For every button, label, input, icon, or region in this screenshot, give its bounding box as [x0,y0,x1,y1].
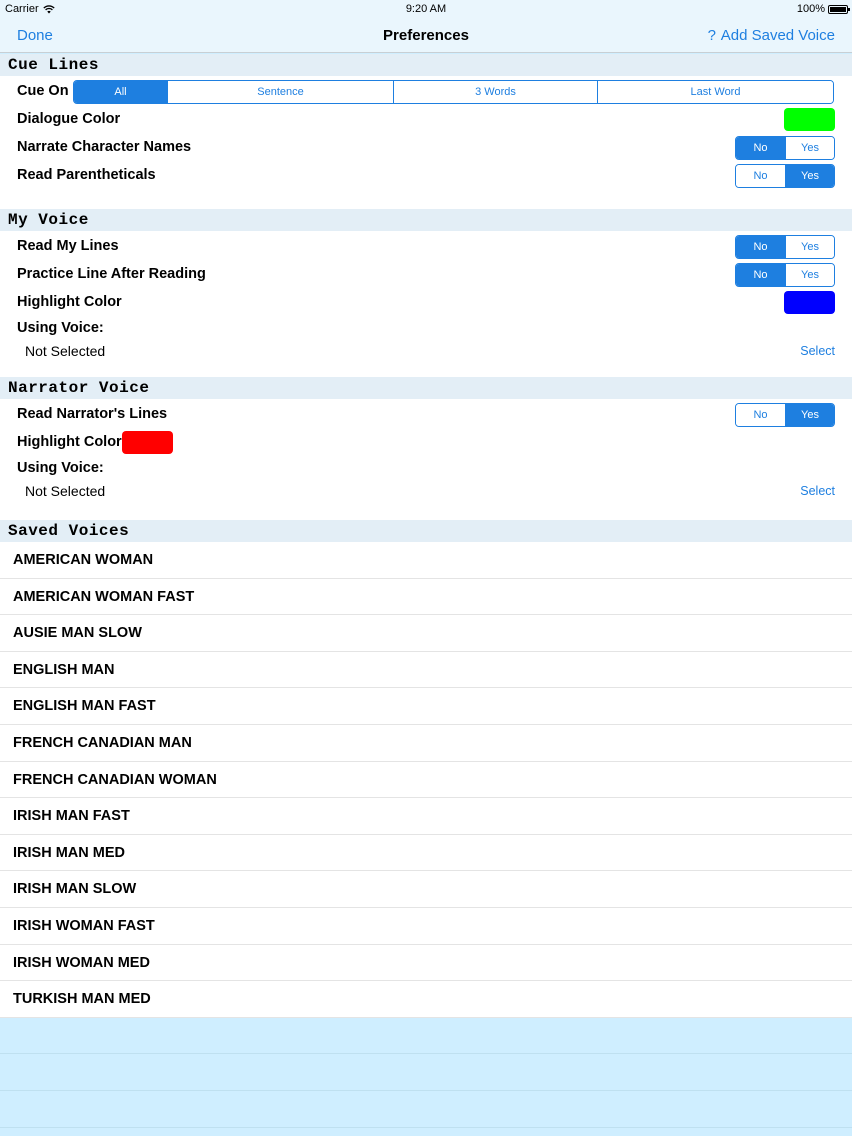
empty-row-separator [0,1018,852,1055]
section-header-narrator-voice: Narrator Voice [0,377,852,399]
my-using-voice-label: Using Voice: [17,320,104,336]
practice-line-yes[interactable]: Yes [785,264,834,286]
read-parentheticals-label: Read Parentheticals [17,167,156,183]
list-item[interactable]: FRENCH CANADIAN WOMAN [0,762,852,799]
narrator-using-voice-label: Using Voice: [17,460,104,476]
list-item[interactable]: IRISH MAN FAST [0,798,852,835]
list-item[interactable]: FRENCH CANADIAN MAN [0,725,852,762]
read-my-lines-row [0,233,852,261]
clock: 9:20 AM [405,3,447,15]
read-narrator-row [0,401,852,429]
saved-voices-list [0,542,852,1018]
narrator-voice-value-row [0,479,852,503]
page-title: Preferences [383,27,469,44]
practice-line-toggle[interactable] [735,263,835,287]
read-parentheticals-row [0,162,852,190]
battery-percent: 100% [796,3,825,15]
my-highlight-color-label: Highlight Color [17,294,122,310]
list-item[interactable]: IRISH WOMAN FAST [0,908,852,945]
my-highlight-color-row [0,289,852,317]
narrate-names-row [0,134,852,162]
list-item[interactable]: IRISH MAN MED [0,835,852,872]
narrate-names-yes[interactable]: Yes [785,137,834,159]
practice-line-row [0,261,852,289]
narrator-voice-value: Not Selected [25,483,106,499]
read-my-lines-no[interactable]: No [736,236,785,258]
section-narrator-voice [0,399,852,520]
narrator-highlight-color-row [0,429,852,457]
read-my-lines-toggle[interactable] [735,235,835,259]
add-saved-voice-button[interactable]: Add Saved Voice [720,27,835,44]
my-voice-value: Not Selected [25,343,106,359]
my-voice-value-row [0,339,852,363]
my-using-voice-row [0,317,852,339]
done-button[interactable]: Done [17,27,53,44]
list-item[interactable]: AMERICAN WOMAN [0,542,852,579]
narrate-names-toggle[interactable] [735,136,835,160]
cue-option-all[interactable]: All [74,81,167,103]
battery-indicator [797,3,848,15]
section-header-saved-voices: Saved Voices [0,520,852,542]
read-narrator-label: Read Narrator's Lines [17,406,168,422]
narrator-highlight-color-label: Highlight Color [17,434,122,450]
read-narrator-yes[interactable]: Yes [785,404,834,426]
nav-bar [0,18,852,53]
narrate-names-label: Narrate Character Names [17,139,192,155]
my-voice-select-button[interactable]: Select [800,344,835,358]
read-narrator-no[interactable]: No [736,404,785,426]
list-item[interactable]: AMERICAN WOMAN FAST [0,579,852,616]
narrator-using-voice-row [0,457,852,479]
practice-line-no[interactable]: No [736,264,785,286]
dialogue-color-swatch[interactable] [784,108,835,131]
read-parentheticals-yes[interactable]: Yes [785,165,834,187]
narrator-highlight-color-swatch[interactable] [122,431,173,454]
narrate-names-no[interactable]: No [736,137,785,159]
empty-row-separator [0,1054,852,1091]
list-item[interactable]: ENGLISH MAN [0,652,852,689]
read-my-lines-yes[interactable]: Yes [785,236,834,258]
empty-row-separator [0,1091,852,1128]
cue-on-row [0,78,852,106]
help-button[interactable]: ? [707,27,716,44]
battery-icon [828,5,848,14]
list-item[interactable]: ENGLISH MAN FAST [0,688,852,725]
preferences-content [0,54,852,1128]
read-narrator-toggle[interactable] [735,403,835,427]
section-header-my-voice: My Voice [0,209,852,231]
cue-on-label: Cue On [17,83,69,99]
empty-table-area [0,1018,852,1128]
section-cue-lines [0,76,852,209]
my-highlight-color-swatch[interactable] [784,291,835,314]
list-item[interactable]: IRISH WOMAN MED [0,945,852,982]
read-parentheticals-toggle[interactable] [735,164,835,188]
section-my-voice [0,231,852,377]
dialogue-color-row [0,106,852,134]
cue-option-3-words[interactable]: 3 Words [393,81,597,103]
status-bar [0,0,852,18]
list-item[interactable]: AUSIE MAN SLOW [0,615,852,652]
practice-line-label: Practice Line After Reading [17,266,206,282]
dialogue-color-label: Dialogue Color [17,111,121,127]
narrator-voice-select-button[interactable]: Select [800,484,835,498]
list-item[interactable]: IRISH MAN SLOW [0,871,852,908]
cue-option-last-word[interactable]: Last Word [597,81,833,103]
read-parentheticals-no[interactable]: No [736,165,785,187]
cue-option-sentence[interactable]: Sentence [167,81,393,103]
carrier-label: Carrier [5,3,39,15]
cue-on-segmented-control[interactable] [73,80,834,104]
read-my-lines-label: Read My Lines [17,238,119,254]
list-item[interactable]: TURKISH MAN MED [0,981,852,1018]
section-header-cue-lines: Cue Lines [0,54,852,76]
